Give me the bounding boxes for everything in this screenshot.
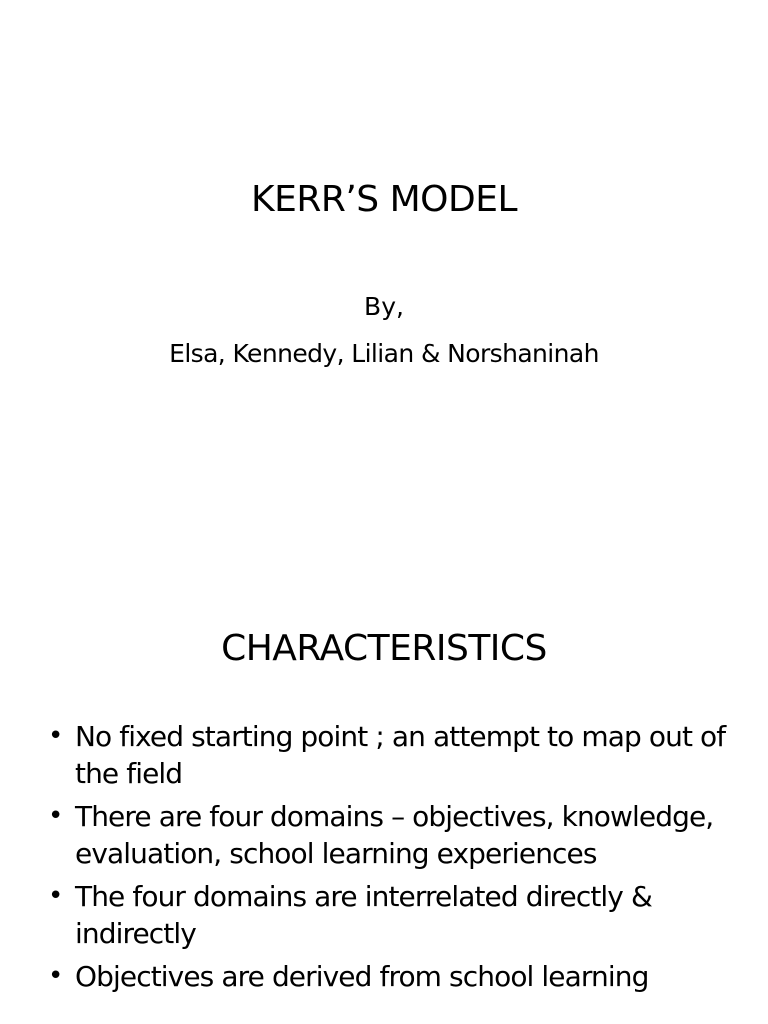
bullet-text: No fixed starting point ; an attempt to map out of the field xyxy=(75,720,726,790)
bullet-icon: • xyxy=(48,801,63,831)
bullet-text: Objectives are derived from school learning xyxy=(75,960,649,993)
bullet-text: There are four domains – objectives, knowledge, evaluation, school learning experiences xyxy=(75,800,714,870)
list-item xyxy=(48,958,738,995)
characteristics-slide xyxy=(0,576,768,1024)
bullet-list xyxy=(48,718,738,1001)
bullet-icon: • xyxy=(48,881,63,911)
byline: By, xyxy=(364,292,404,321)
authors: Elsa, Kennedy, Lilian & Norshaninah xyxy=(169,339,599,368)
bullet-text: The four domains are interrelated directly & indirectly xyxy=(75,880,652,950)
bullet-icon: • xyxy=(48,721,63,751)
slide-title: KERR’S MODEL xyxy=(250,179,518,220)
list-item xyxy=(48,878,738,952)
slide-title: CHARACTERISTICS xyxy=(221,628,547,669)
bullet-icon: • xyxy=(48,961,63,991)
list-item xyxy=(48,798,738,872)
list-item xyxy=(48,718,738,792)
